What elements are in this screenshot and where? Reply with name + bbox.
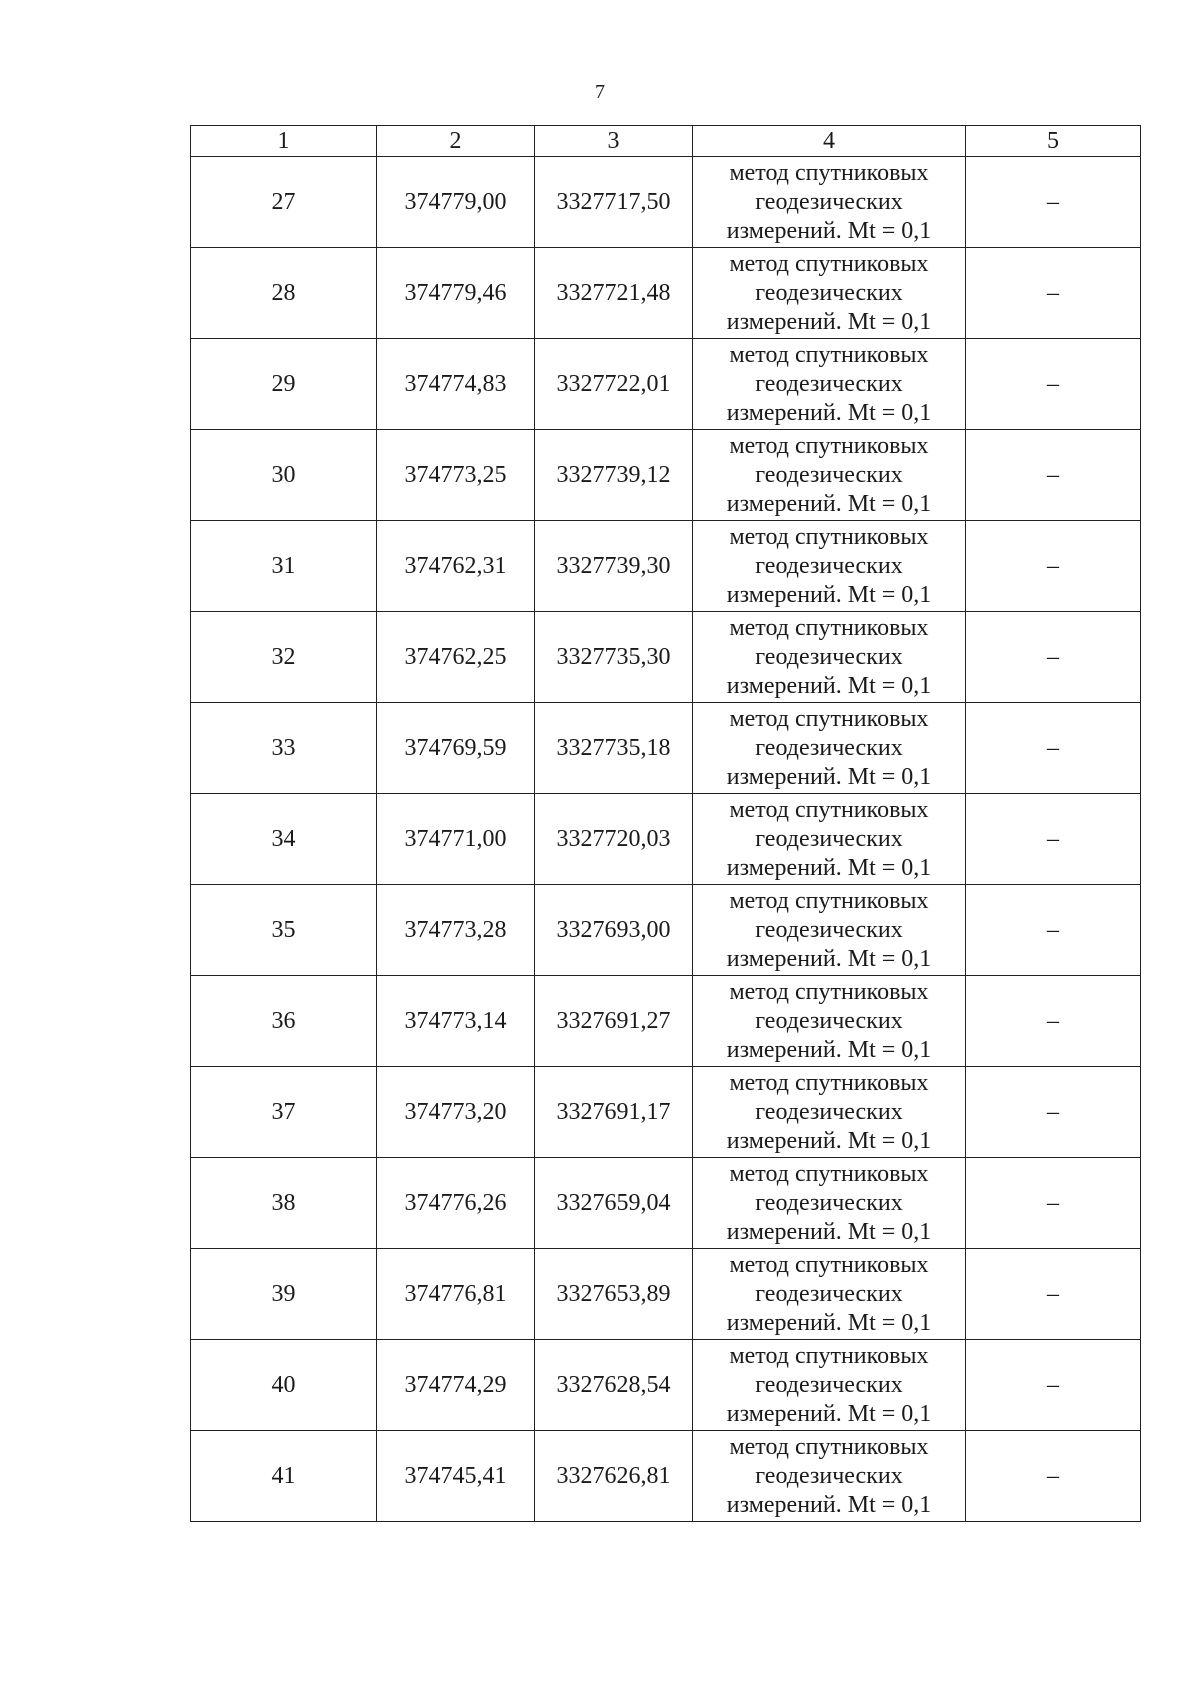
note-cell: – [966,976,1141,1067]
method-line: геодезических [755,370,903,397]
note-cell: – [966,885,1141,976]
header-col-5: 5 [966,126,1141,157]
table-row [191,1158,1141,1249]
method-line: геодезических [755,1371,903,1398]
method-line: геодезических [755,643,903,670]
x-coordinate-cell: 374762,25 [377,612,535,703]
method-cell [693,612,966,703]
point-number-cell: 30 [191,430,377,521]
header-col-4: 4 [693,126,966,157]
method-line: измерений. Mt = 0,1 [726,763,932,790]
x-coordinate-cell: 374773,25 [377,430,535,521]
point-number-cell: 41 [191,1431,377,1522]
method-line: метод спутниковых [729,159,929,186]
coordinates-table [190,125,1141,1522]
method-line: метод спутниковых [729,341,929,368]
x-coordinate-cell: 374745,41 [377,1431,535,1522]
x-coordinate-cell: 374776,81 [377,1249,535,1340]
point-number-cell: 29 [191,339,377,430]
method-cell [693,1431,966,1522]
table-row [191,1431,1141,1522]
note-cell: – [966,1067,1141,1158]
method-line: измерений. Mt = 0,1 [726,490,932,517]
x-coordinate-cell: 374769,59 [377,703,535,794]
y-coordinate-cell: 3327735,30 [535,612,693,703]
note-cell: – [966,521,1141,612]
note-cell: – [966,612,1141,703]
y-coordinate-cell: 3327722,01 [535,339,693,430]
method-line: измерений. Mt = 0,1 [726,672,932,699]
x-coordinate-cell: 374776,26 [377,1158,535,1249]
method-line: измерений. Mt = 0,1 [726,399,932,426]
table-row [191,157,1141,248]
header-row [191,126,1141,157]
note-cell: – [966,339,1141,430]
method-cell [693,521,966,612]
method-line: измерений. Mt = 0,1 [726,1309,932,1336]
method-line: геодезических [755,552,903,579]
method-cell [693,339,966,430]
page-number: 7 [595,81,605,103]
method-cell [693,1249,966,1340]
method-line: измерений. Mt = 0,1 [726,854,932,881]
note-cell: – [966,157,1141,248]
method-line: измерений. Mt = 0,1 [726,308,932,335]
y-coordinate-cell: 3327691,17 [535,1067,693,1158]
table-row [191,885,1141,976]
table-row [191,521,1141,612]
method-line: метод спутниковых [729,705,929,732]
x-coordinate-cell: 374774,29 [377,1340,535,1431]
y-coordinate-cell: 3327720,03 [535,794,693,885]
table-row [191,1067,1141,1158]
method-cell [693,1340,966,1431]
method-line: метод спутниковых [729,614,929,641]
method-line: геодезических [755,734,903,761]
method-cell [693,1067,966,1158]
y-coordinate-cell: 3327628,54 [535,1340,693,1431]
table-row [191,1249,1141,1340]
method-line: геодезических [755,461,903,488]
method-cell [693,794,966,885]
method-cell [693,248,966,339]
method-line: геодезических [755,1462,903,1489]
point-number-cell: 28 [191,248,377,339]
header-col-1: 1 [191,126,377,157]
method-line: метод спутниковых [729,978,929,1005]
note-cell: – [966,794,1141,885]
method-line: геодезических [755,1189,903,1216]
y-coordinate-cell: 3327691,27 [535,976,693,1067]
table-row [191,1340,1141,1431]
x-coordinate-cell: 374774,83 [377,339,535,430]
y-coordinate-cell: 3327721,48 [535,248,693,339]
method-line: измерений. Mt = 0,1 [726,1036,932,1063]
y-coordinate-cell: 3327693,00 [535,885,693,976]
x-coordinate-cell: 374771,00 [377,794,535,885]
table-row [191,976,1141,1067]
y-coordinate-cell: 3327735,18 [535,703,693,794]
note-cell: – [966,1431,1141,1522]
note-cell: – [966,1158,1141,1249]
method-line: измерений. Mt = 0,1 [726,945,932,972]
method-line: геодезических [755,188,903,215]
y-coordinate-cell: 3327739,30 [535,521,693,612]
y-coordinate-cell: 3327653,89 [535,1249,693,1340]
note-cell: – [966,430,1141,521]
method-line: измерений. Mt = 0,1 [726,1400,932,1427]
point-number-cell: 35 [191,885,377,976]
point-number-cell: 32 [191,612,377,703]
table-row [191,248,1141,339]
method-cell [693,703,966,794]
note-cell: – [966,1340,1141,1431]
point-number-cell: 34 [191,794,377,885]
point-number-cell: 31 [191,521,377,612]
table-row [191,339,1141,430]
x-coordinate-cell: 374773,20 [377,1067,535,1158]
method-line: метод спутниковых [729,250,929,277]
method-line: геодезических [755,1280,903,1307]
method-cell [693,976,966,1067]
note-cell: – [966,703,1141,794]
note-cell: – [966,1249,1141,1340]
method-line: измерений. Mt = 0,1 [726,217,932,244]
point-number-cell: 37 [191,1067,377,1158]
x-coordinate-cell: 374779,46 [377,248,535,339]
method-line: метод спутниковых [729,1433,929,1460]
table-row [191,794,1141,885]
method-cell [693,157,966,248]
point-number-cell: 40 [191,1340,377,1431]
method-line: метод спутниковых [729,1069,929,1096]
method-line: метод спутниковых [729,523,929,550]
y-coordinate-cell: 3327739,12 [535,430,693,521]
method-line: измерений. Mt = 0,1 [726,1491,932,1518]
method-cell [693,1158,966,1249]
method-cell [693,430,966,521]
method-line: метод спутниковых [729,1251,929,1278]
method-line: метод спутниковых [729,1342,929,1369]
x-coordinate-cell: 374779,00 [377,157,535,248]
method-line: метод спутниковых [729,796,929,823]
table-header [191,126,1141,157]
point-number-cell: 36 [191,976,377,1067]
point-number-cell: 33 [191,703,377,794]
header-col-3: 3 [535,126,693,157]
header-col-2: 2 [377,126,535,157]
table-row [191,430,1141,521]
method-line: метод спутниковых [729,1160,929,1187]
x-coordinate-cell: 374762,31 [377,521,535,612]
method-line: метод спутниковых [729,432,929,459]
y-coordinate-cell: 3327626,81 [535,1431,693,1522]
table-row [191,703,1141,794]
method-line: измерений. Mt = 0,1 [726,1127,932,1154]
method-line: геодезических [755,279,903,306]
x-coordinate-cell: 374773,14 [377,976,535,1067]
method-line: измерений. Mt = 0,1 [726,1218,932,1245]
point-number-cell: 39 [191,1249,377,1340]
x-coordinate-cell: 374773,28 [377,885,535,976]
method-line: геодезических [755,916,903,943]
method-cell [693,885,966,976]
note-cell: – [966,248,1141,339]
method-line: геодезических [755,825,903,852]
y-coordinate-cell: 3327659,04 [535,1158,693,1249]
point-number-cell: 27 [191,157,377,248]
method-line: геодезических [755,1098,903,1125]
y-coordinate-cell: 3327717,50 [535,157,693,248]
method-line: измерений. Mt = 0,1 [726,581,932,608]
method-line: геодезических [755,1007,903,1034]
method-line: метод спутниковых [729,887,929,914]
table-row [191,612,1141,703]
point-number-cell: 38 [191,1158,377,1249]
table-body [191,157,1141,1522]
